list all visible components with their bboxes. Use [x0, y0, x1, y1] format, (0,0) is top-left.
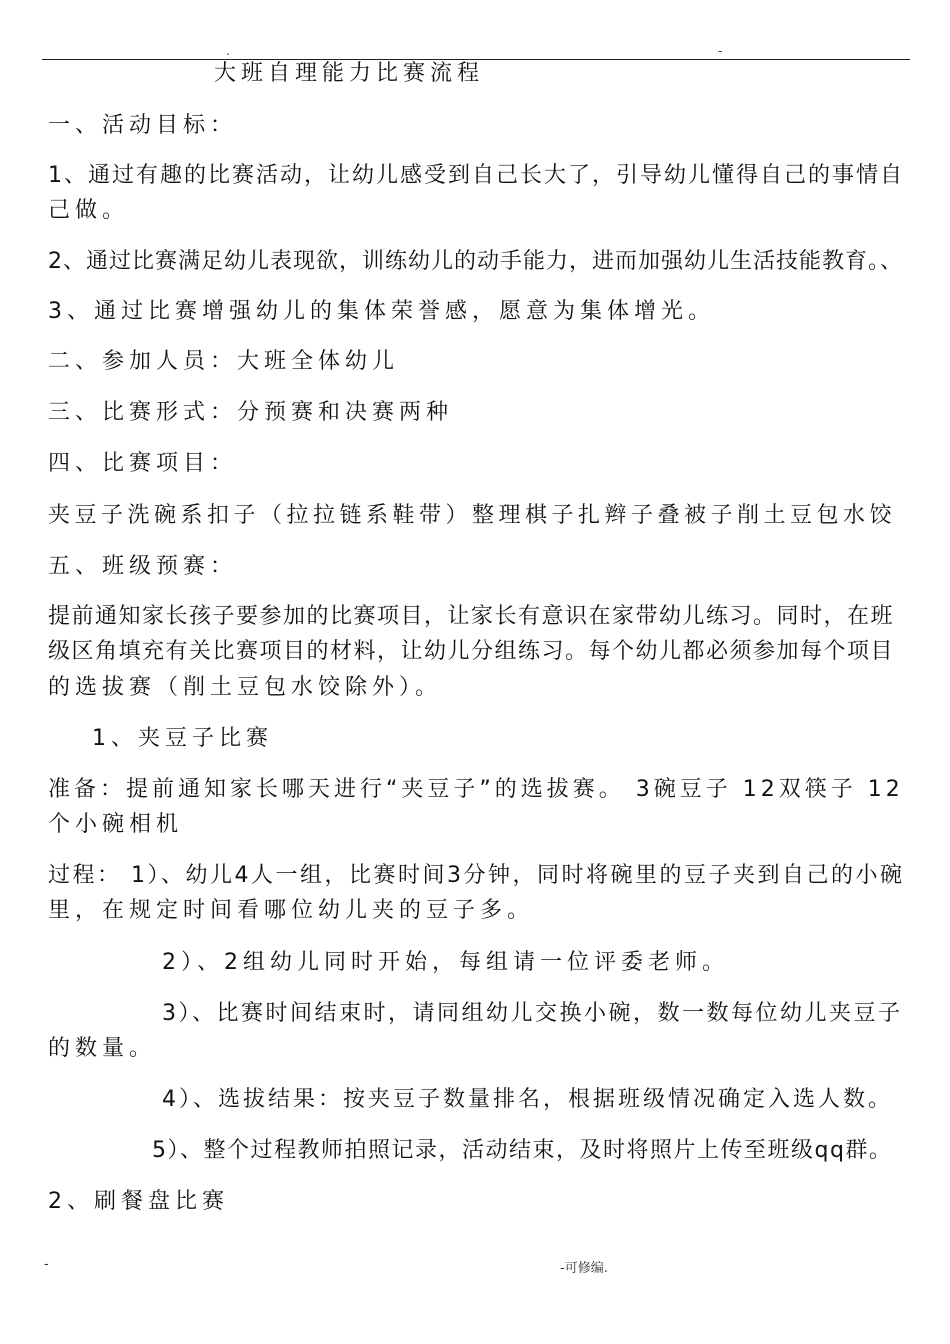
paragraph-line: 级区角填充有关比赛项目的材料，让幼儿分组练习。每个幼儿都必须参加每个项目	[48, 639, 895, 664]
section-heading-items: 四、比赛项目：	[48, 451, 238, 476]
paragraph-line: 提前通知家长孩子要参加的比赛项目，让家长有意识在家带幼儿练习。同时，在班	[48, 604, 895, 629]
section-heading-goals: 一、活动目标：	[48, 113, 238, 138]
paragraph-line: 的数量。	[48, 1036, 157, 1061]
header-dot-left: .	[226, 44, 230, 58]
section-heading-format: 三、比赛形式：分预赛和决赛两种	[48, 400, 454, 425]
footer-left: -	[44, 1257, 49, 1272]
paragraph-line: 己做。	[48, 198, 130, 223]
paragraph-line: 个小碗相机	[48, 812, 184, 837]
paragraph-line: 2、通过比赛满足幼儿表现欲，训练幼儿的动手能力，进而加强幼儿生活技能教育。、	[48, 249, 903, 274]
document-title: 大班自理能力比赛流程	[214, 61, 485, 86]
paragraph-line: 夹豆子洗碗系扣子（拉拉链系鞋带）整理棋子扎辫子叠被子削土豆包水饺	[48, 503, 897, 528]
paragraph-line: 4）、选拔结果：按夹豆子数量排名，根据班级情况确定入选人数。	[162, 1087, 893, 1112]
paragraph-line: 2）、2组幼儿同时开始，每组请一位评委老师。	[162, 950, 729, 975]
subsection-heading: 2、刷餐盘比赛	[48, 1189, 229, 1214]
section-heading-preliminary: 五、班级预赛：	[48, 554, 238, 579]
section-heading-participants: 二、参加人员：大班全体幼儿	[48, 349, 400, 374]
paragraph-line: 3、通过比赛增强幼儿的集体荣誉感，愿意为集体增光。	[48, 299, 715, 324]
paragraph-line: 里，在规定时间看哪位幼儿夹的豆子多。	[48, 898, 535, 923]
paragraph-line: 5）、整个过程教师拍照记录，活动结束，及时将照片上传至班级qq群。	[152, 1138, 893, 1163]
paragraph-line: 1、通过有趣的比赛活动，让幼儿感受到自己长大了，引导幼儿懂得自己的事情自	[48, 163, 904, 188]
paragraph-line: 准备：提前通知家长哪天进行“夹豆子”的选拔赛。 3碗豆子 12双筷子 12	[48, 777, 904, 802]
paragraph-line: 的选拔赛（削土豆包水饺除外）。	[48, 675, 443, 700]
subsection-heading: 1、夹豆子比赛	[92, 726, 273, 751]
paragraph-line: 3）、比赛时间结束时，请同组幼儿交换小碗，数一数每位幼儿夹豆子	[162, 1001, 903, 1026]
header-dot-right: -	[718, 44, 723, 58]
footer-center: -可修编.	[560, 1261, 608, 1276]
paragraph-line: 过程： 1）、幼儿4人一组，比赛时间3分钟，同时将碗里的豆子夹到自己的小碗	[48, 863, 905, 888]
